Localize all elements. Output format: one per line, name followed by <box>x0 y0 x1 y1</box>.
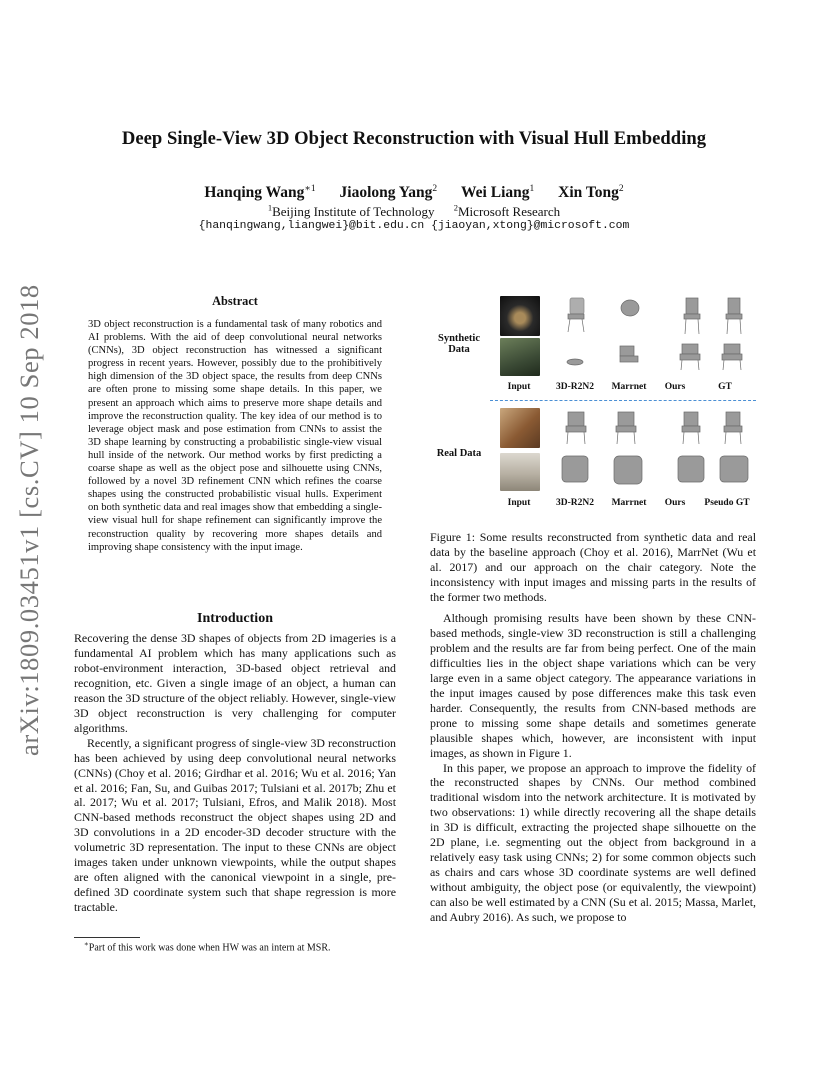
abstract-text: 3D object reconstruction is a fundamental task of many robotics and AI problems. With the aid of deep convolutional neural networks (CNNs), 3D object reconstruction has witnessed a significant progress in recent years. However, possibly due to the prohibitively high dimension of the 3D object space, the results from deep CNNs are often prone to missing some shape details. In this paper, we present an approach which aims to preserve more shape details and improve the reconstruction quality. The key idea of our method is to leverage object mask and pose estimation from CNNs to assist the 3D shape learning by constructing a probabilistic single-view visual hull inside of the network. Our method works by first predicting a coarse shape as well as the object pose and silhouette using CNNs, followed by a novel 3D refinement CNN which refines the coarse shapes using the constructed probabilistic visual hulls. Experiment on both synthetic data and real images show that embedding a single-view visual hull for shape refinement can significantly improve the reconstruction quality by recovering more shapes details and improving shape consistency with the input image. <box>88 319 382 553</box>
paragraph: Recovering the dense 3D shapes of objects from 2D imageries is a fundamental AI problem which has many applications such as robot-environment interaction, 3D-based object retrieval and recognition, etc. Given a single image of an object, a human can reason the 3D structure of the object reliably. However, single-view 3D object reconstruction is very challenging for computer algorithms. <box>74 631 396 735</box>
paragraph: Although promising results have been shown by these CNN-based methods, single-view 3D reconstruction is still a challenging problem and the results are far from being perfect. One of the main difficulties lies in the object shape variations which can be very large even in a same object category. The appearance variations in the input images caused by pose differences make this task even harder. Consequently, the results from CNN-based methods are prone to missing some shape details and sometimes generate plausible shapes which, however, are inconsistent with input images, as shown in Figure 1. <box>430 611 756 760</box>
right-column-body <box>430 611 756 925</box>
author: Wei Liang$^1$ <box>461 184 535 202</box>
column-label: Pseudo GT <box>704 498 750 508</box>
arxiv-identifier: arXiv:1809.03451v1 [cs.CV] 10 Sep 2018 <box>14 284 44 756</box>
footnote: ∗Part of this work was done when HW was an intern at MSR. <box>84 940 331 954</box>
synthetic-input-image <box>500 338 540 376</box>
affiliation: $^1$Beijing Institute of Technology <box>267 203 435 220</box>
author-list <box>0 183 828 202</box>
abstract-heading: Abstract <box>212 294 258 308</box>
paper-title: Deep Single-View 3D Object Reconstruction with Visual Hull Embedding <box>121 128 707 149</box>
column-label: GT <box>718 382 732 392</box>
column-label: Ours <box>664 382 686 392</box>
introduction-body <box>74 631 396 915</box>
synthetic-input-image <box>500 296 540 336</box>
affiliation: $^2$Microsoft Research <box>453 203 561 220</box>
column-label: Input <box>507 498 531 508</box>
real-input-image <box>500 408 540 448</box>
column-label: 3D-R2N2 <box>556 382 594 392</box>
column-label: Ours <box>664 498 686 508</box>
figure-separator <box>490 400 756 401</box>
affiliations <box>0 203 828 220</box>
paragraph: Recently, a significant progress of single-view 3D reconstruction has been achieved by using deep convolutional neural networks (CNNs) (Choy et al. 2016; Girdhar et al. 2016; Wu et al. 2016; Yan et al. 2016; Fan, Su, and Guibas 2017; Tulsiani et al. 2017b; Zhu et al. 2017; Wu et al. 2017; Tulsiani, Efros, and Malik 2018). Most CNN-based methods reconstruct the object shapes using 2D and 3D convolutions in a 2D encoder-3D decoder structure with the volumetric 3D representation. The input to these CNNs are object images taken under unknown viewpoints, while the output shapes are often aligned with the canonical viewpoint in a single, pre-defined 3D coordinate system such that shape regression is more tractable. <box>74 735 396 915</box>
row-label-real: Real Data <box>436 448 482 459</box>
column-label: Marrnet <box>611 382 647 392</box>
real-input-image <box>500 453 540 491</box>
footnote-rule <box>74 937 140 938</box>
figure-1 <box>430 290 756 515</box>
column-label: 3D-R2N2 <box>556 498 594 508</box>
author-emails: {hanqingwang,liangwei}@bit.edu.cn {jiaoyan,xtong}@microsoft.com <box>198 220 630 232</box>
paragraph: In this paper, we propose an approach to improve the fidelity of the reconstructed shapes by CNNs. Our method combined traditional wisdom into the network architecture. It is motivated by two observations: 1) while directly recovering all the shape details in 3D is difficult, extracting the projected shape silhouette on the 2D plane, i.e. segmenting out the object from background in a relatively easy task using CNNs; 2) for some common objects such as chairs and cars whose 3D coordinate systems are well defined without ambiguity, the object pose (or equivalently, the viewpoint) can also be well estimated by a CNN (Su et al. 2015; Massa, Marlet, and Aubry 2016). As such, we propose to <box>430 760 756 925</box>
author: Jiaolong Yang$^2$ <box>339 184 438 202</box>
real-reconstructions <box>548 408 753 494</box>
synthetic-reconstructions <box>548 296 753 378</box>
figure-caption: Figure 1: Some results reconstructed from synthetic data and real data by the baseline approach (Choy et al. 2016), MarrNet (Wu et al. 2017) and our approach on the chair category. Note the inconsistency with input images and missing parts in the results of the former two methods. <box>430 530 756 604</box>
author: Xin Tong$^2$ <box>558 184 624 202</box>
column-label: Marrnet <box>611 498 647 508</box>
author: Hanqing Wang$^{∗1}$ <box>204 184 316 202</box>
introduction-heading: Introduction <box>197 611 273 626</box>
row-label-synthetic: Synthetic Data <box>438 333 480 355</box>
column-label: Input <box>507 382 531 392</box>
